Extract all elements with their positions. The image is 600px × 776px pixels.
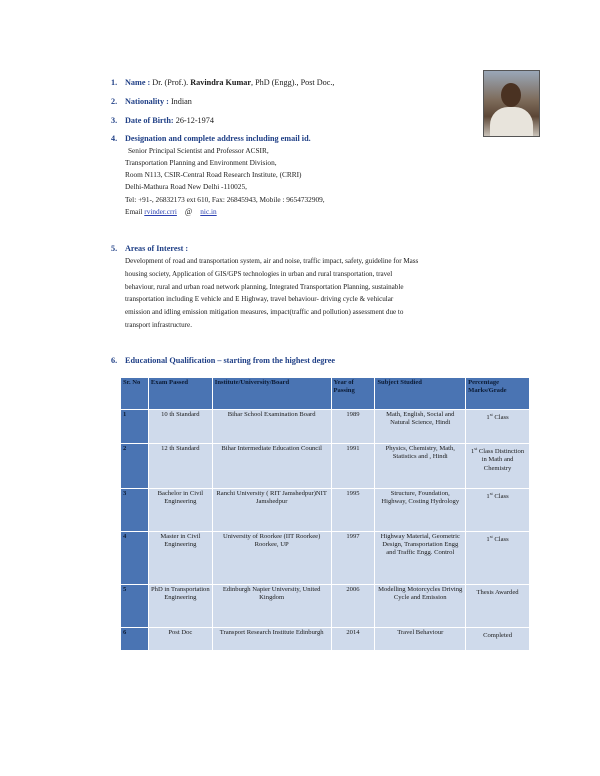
dob-label: Date of Birth: [125,116,174,125]
cell-grade [466,489,530,532]
grade-main: 1 [486,536,490,544]
cell-exam: Bachelor in Civil Engineering [148,489,212,532]
email-line [125,206,325,218]
table-row [121,410,530,444]
nationality-value: Indian [168,97,192,106]
profile-photo [483,70,540,137]
cell-sr: 4 [121,532,149,585]
email-domain-link[interactable]: nic.in [200,206,217,216]
name-label: Name : [125,78,151,87]
table-row [121,585,530,628]
interest-line: transportation including E vehicle and E Highway, travel behaviour- driving cycle & vehicular [125,295,394,304]
cell-institute: Ranchi University ( RIT Jamshedpur)NIT Jamshedpur [212,489,331,532]
cell-subject: Highway Material, Geometric Design, Transportation Engg and Traffic Engg. Control [375,532,466,585]
address-line: Tel: +91-, 26832173 ext 610, Fax: 26845943, Mobile : 9654732909, [125,194,325,204]
cell-grade [466,410,530,444]
interest-paragraph [125,255,507,332]
cell-grade [466,628,530,651]
cell-exam: Master in Civil Engineering [148,532,212,585]
item-interest [111,243,188,254]
grade-main: 1 [470,448,475,456]
item-dob [111,115,214,126]
grade-main: Completed [483,632,513,640]
cell-sr: 6 [121,628,149,651]
grade-sup: st [489,534,493,539]
cell-institute: Bihar School Examination Board [212,410,331,444]
grade-rest: Class [492,493,509,501]
table-row [121,444,530,489]
cell-sr: 1 [121,410,149,444]
col-header-subject: Subject Studied [375,378,466,410]
grade-rest: Class [492,414,509,422]
item-number: 6. [111,356,118,365]
cell-exam: 12 th Standard [148,444,212,489]
item-designation [111,133,311,144]
cell-sr: 2 [121,444,149,489]
cell-year: 1989 [331,410,375,444]
grade-main: 1 [486,493,490,501]
cell-year: 1991 [331,444,375,489]
name-prefix: Dr. (Prof.). [150,78,191,87]
portrait-photo-body [490,107,533,137]
email-user-link[interactable]: rvinder.crri [144,206,177,216]
cell-exam: PhD in Transportation Engineering [148,585,212,628]
item-nationality [111,96,192,107]
education-label: Educational Qualification – starting from the highest degree [125,356,336,365]
table-row [121,628,530,651]
designation-address-rest [125,157,325,218]
cell-institute: University of Roorkee (IIT Roorkee) Roorkee, UP [212,532,331,585]
cell-sr: 5 [121,585,149,628]
cell-institute: Bihar Intermediate Education Council [212,444,331,489]
item-number: 2. [111,97,118,106]
grade-sup: st [474,446,478,451]
address-line: Transportation Planning and Environment Division, [125,158,277,167]
cell-exam: 10 th Standard [148,410,212,444]
grade-sup: st [489,412,493,417]
col-header-institute: Institute/University/Board [212,378,331,410]
cell-institute: Edinburgh Napier University, United Kingdom [212,585,331,628]
dob-value: 26-12-1974 [173,116,214,125]
interest-line: Development of road and transportation system, air and noise, traffic impact, safety, guideline for Mass [125,257,419,265]
col-header-exam: Exam Passed [148,378,212,410]
item-number: 5. [111,244,118,253]
col-header-sr: Sr. No [121,378,149,410]
name-suffix: , PhD (Engg)., Post Doc., [251,78,335,87]
cell-exam: Post Doc [148,628,212,651]
grade-main: 1 [486,414,490,422]
item-name [111,77,334,88]
cell-grade [466,532,530,585]
cell-year: 1995 [331,489,375,532]
item-number: 1. [111,78,118,87]
cell-subject: Travel Behaviour [375,628,466,651]
cell-year: 2006 [331,585,375,628]
designation-address [128,145,269,157]
portrait-photo-face [501,83,521,107]
grade-sup: st [489,491,493,496]
grade-main: Thesis Awarded [476,589,519,597]
interest-label: Areas of Interest : [125,244,189,253]
cell-grade [466,444,530,489]
person-name: Ravindra Kumar [190,78,251,87]
address-line: Delhi-Mathura Road New Delhi -110025, [125,182,247,192]
interest-line: transport infrastructure. [125,320,192,329]
cell-year: 2014 [331,628,375,651]
table-row [121,489,530,532]
address-line: Room N113, CSIR-Central Road Research Institute, (CRRI) [125,170,302,180]
cell-subject: Structure, Foundation, Highway, Costing Hydrology [375,489,466,532]
cell-subject: Math, English, Social and Natural Science, Hindi [375,410,466,444]
interest-line: emission and idling emission mitigation measures, impact(traffic and pollution) assessment due to [125,308,404,317]
cell-year: 1997 [331,532,375,585]
col-header-grade: Percentage Marks/Grade [466,378,530,410]
item-education [111,355,335,366]
cell-institute: Transport Research Institute Edinburgh [212,628,331,651]
cell-subject: Modelling Motorcycles Driving Cycle and Emission [375,585,466,628]
cell-subject: Physics, Chemistry, Math, Statistics and , Hindi [375,444,466,489]
item-number: 4. [111,134,118,143]
email-label: Email [125,206,145,216]
interest-line: behaviour, rural and urban road network planning, Integrated Transportation Planning, sustainable [125,282,404,291]
table-header-row [121,378,530,410]
address-line: Senior Principal Scientist and Professor ACSIR, [128,146,269,155]
grade-rest: Class [492,536,509,544]
item-number: 3. [111,116,118,125]
email-at-sign: @ [184,206,193,216]
cell-grade [466,585,530,628]
cell-sr: 3 [121,489,149,532]
grade-rest: Class Distinction in Math and Chemistry [477,448,525,472]
designation-label: Designation and complete address including email id. [125,134,311,143]
col-header-year: Year of Passing [331,378,375,410]
table-row [121,532,530,585]
education-table [120,377,530,651]
nationality-label: Nationality : [125,97,169,106]
interest-line: housing society, Application of GIS/GPS technologies in urban and rural transportation, travel [125,269,393,278]
